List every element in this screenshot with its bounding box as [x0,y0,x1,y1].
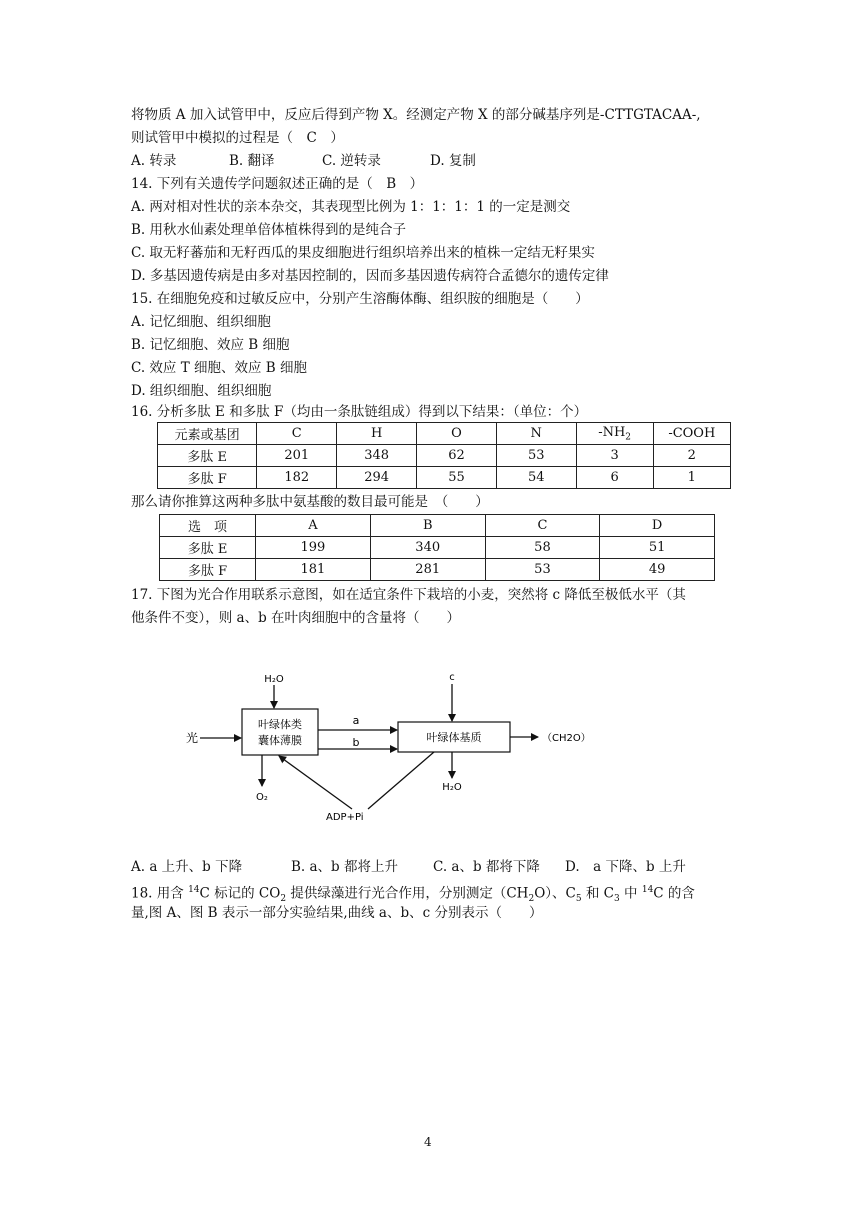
nh-subscript: 2 [625,432,632,443]
q14-stem: 14. 下列有关遗传学问题叙述正确的是（ B ） [131,176,424,192]
q16-stem: 16. 分析多肽 E 和多肽 F（均由一条肽链组成）得到以下结果：（单位：个） [131,404,588,420]
table-row [158,423,731,445]
table-header-cell: H [337,423,417,445]
table-cell: 多肽 F [160,559,256,581]
q18-text: C 标记的 CO [199,885,281,902]
table-header-cell: A [256,515,371,537]
q13-option-a: A. 转录 [131,153,177,169]
h2o-bottom-label: H₂O [442,782,462,793]
q16-question: 那么请你推算这两种多肽中氨基酸的数目最可能是 （ ） [131,494,489,510]
q18-sub: 5 [575,894,582,905]
a-label: a [352,714,360,727]
q17-option-c: C. a、b 都将下降 [433,859,540,875]
photosynthesis-diagram [180,660,620,830]
table-cell: 201 [257,445,337,467]
table-header-cell: -COOH [653,423,730,445]
thylakoid-box [242,709,318,755]
q18-text: 18. 用含 [131,885,189,902]
table-cell: 1 [653,467,730,489]
light-label: 光 [186,731,199,745]
q13-option-c: C. 逆转录 [322,153,381,169]
table-cell: 55 [417,467,497,489]
product-label: （CH2O） [542,733,591,744]
table-header-cell: C [257,423,337,445]
table-cell: 53 [496,445,576,467]
table-cell: 182 [257,467,337,489]
b-label: b [352,736,360,749]
table-header-cell: D [600,515,715,537]
q18-text: O）、C [534,885,576,902]
table-cell: 6 [576,467,653,489]
q17-line2: 他条件不变），则 a、b 在叶肉细胞中的含量将（ ） [131,610,461,626]
q18-sup: 14 [641,885,654,895]
table-cell: 54 [496,467,576,489]
q13-option-d: D. 复制 [430,153,476,169]
adp-label: ADP+Pi [326,812,364,823]
q17-line1: 17. 下图为光合作用联系示意图，如在适宜条件下栽培的小麦，突然将 c 降低至极低水平（其 [131,587,686,603]
adp-return-arrow [279,756,352,809]
table-header-cell: 元素或基团 [158,423,257,445]
table-row [160,515,715,537]
q13-line2: 则试管甲中模拟的过程是（ C ） [131,130,344,146]
q18-text: 中 [619,885,642,902]
q13-line1: 将物质 A 加入试管甲中，反应后得到产物 X。经测定产物 X 的部分碱基序列是-CTTGTACAA-, [131,107,701,123]
o2-label: O₂ [256,792,268,803]
table-header-cell: O [417,423,497,445]
q18-text: 提供绿藻进行光合作用，分别测定（CH [286,885,529,902]
table-cell: 348 [337,445,417,467]
elements-table [157,422,731,489]
h2o-top-label: H₂O [264,674,284,685]
q18-text: 和 C [581,885,615,902]
table-cell: 199 [256,537,371,559]
q13-option-b: B. 翻译 [229,153,275,169]
q14-option-a: A. 两对相对性状的亲本杂交，其表现型比例为 1：1：1：1 的一定是测交 [131,199,571,215]
table-cell: 340 [370,537,485,559]
table-cell: 2 [653,445,730,467]
table-cell: 多肽 E [158,445,257,467]
table-header-cell: C [485,515,600,537]
box1-line2: 囊体薄膜 [258,734,302,747]
options-table [159,514,715,581]
table-header-cell: N [496,423,576,445]
q14-option-c: C. 取无籽蕃茄和无籽西瓜的果皮细胞进行组织培养出来的植株一定结无籽果实 [131,245,595,261]
table-header-cell [576,423,653,445]
table-header-cell: B [370,515,485,537]
nh-label: -NH [598,424,626,440]
page-number: 4 [424,1135,432,1149]
table-cell: 181 [256,559,371,581]
table-row [158,445,731,467]
q13-options [131,151,476,171]
q18-sup: 14 [188,885,200,895]
q17-option-d: D. a 下降、b 上升 [565,859,686,875]
c-label: c [449,672,455,683]
table-row [160,559,715,581]
table-cell: 53 [485,559,600,581]
q14-option-d: D. 多基因遗传病是由多对基因控制的，因而多基因遗传病符合孟德尔的遗传定律 [131,268,609,284]
table-cell: 3 [576,445,653,467]
table-header-cell: 选 项 [160,515,256,537]
box1-line1: 叶绿体类 [258,718,302,731]
q15-option-a: A. 记忆细胞、组织细胞 [131,314,271,330]
q15-option-c: C. 效应 T 细胞、效应 B 细胞 [131,360,308,376]
q14-option-b: B. 用秋水仙素处理单倍体植株得到的是纯合子 [131,222,407,238]
table-cell: 58 [485,537,600,559]
table-cell: 多肽 E [160,537,256,559]
q18-text: C 的含 [653,885,695,902]
q18-sub: 2 [528,894,535,905]
table-cell: 51 [600,537,715,559]
q15-option-d: D. 组织细胞、组织细胞 [131,383,272,399]
q17-option-b: B. a、b 都将上升 [291,859,398,875]
table-cell: 49 [600,559,715,581]
table-row [158,467,731,489]
adp-line [368,752,434,809]
table-cell: 62 [417,445,497,467]
q18-sub: 3 [614,894,620,905]
table-cell: 294 [337,467,417,489]
q17-options [131,857,686,877]
q17-option-a: A. a 上升、b 下降 [131,859,243,875]
table-cell: 281 [370,559,485,581]
q15-option-b: B. 记忆细胞、效应 B 细胞 [131,337,290,353]
q18-line2: 量,图 A、图 B 表示一部分实验结果,曲线 a、b、c 分别表示（ ） [131,905,543,921]
q18-sub: 2 [280,894,287,905]
table-row [160,537,715,559]
q15-stem: 15. 在细胞免疫和过敏反应中，分别产生溶酶体酶、组织胺的细胞是（ ） [131,291,589,307]
table-cell: 多肽 F [158,467,257,489]
box2-label: 叶绿体基质 [426,731,482,744]
